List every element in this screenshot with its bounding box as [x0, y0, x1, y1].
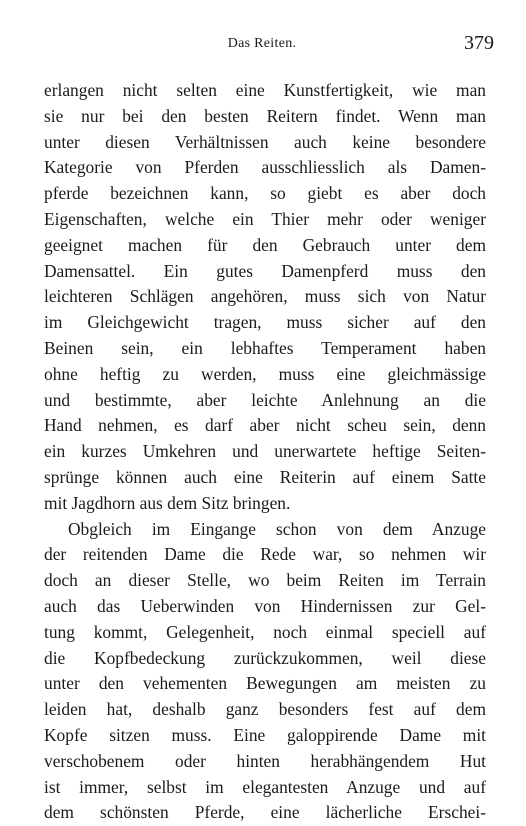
text-line-paragraph-start: Obgleich im Eingange schon von dem Anzuge [68, 518, 486, 539]
text-line: der reitenden Dame die Rede war, so nehmen wir [44, 544, 486, 565]
page-number: 379 [464, 32, 494, 54]
text-line: pferde bezeichnen kann, so giebt es aber doch [44, 183, 486, 204]
running-head [30, 34, 494, 58]
text-line: sie nur bei den besten Reitern findet. Wenn man [44, 105, 486, 126]
text-line: leichteren Schlägen angehören, muss sich von Natur [44, 286, 486, 307]
text-line: Kategorie von Pferden ausschliesslich als Damen- [44, 157, 486, 178]
text-line: Damensattel. Ein gutes Damenpferd muss den [44, 260, 486, 281]
text-line: im Gleichgewicht tragen, muss sicher auf den [44, 312, 486, 333]
body-text [44, 78, 486, 826]
text-line: verschobenem oder hinten herabhängendem Hut [44, 750, 486, 771]
text-line: dem schönsten Pferde, eine lächerliche Erschei- [44, 802, 486, 823]
text-line: ein kurzes Umkehren und unerwartete heftige Seiten- [44, 441, 486, 462]
text-line: Eigenschaften, welche ein Thier mehr oder weniger [44, 208, 486, 229]
text-line: leiden hat, deshalb ganz besonders fest auf dem [44, 699, 486, 720]
text-line: Beinen sein, ein lebhaftes Temperament haben [44, 337, 486, 358]
text-line: erlangen nicht selten eine Kunstfertigkeit, wie man [44, 80, 486, 100]
text-line: geeignet machen für den Gebrauch unter dem [44, 234, 486, 255]
text-line-paragraph-end: mit Jagdhorn aus dem Sitz bringen. [44, 492, 291, 513]
text-line: Kopfe sitzen muss. Eine galoppirende Dame mit [44, 724, 486, 745]
text-line: unter diesen Verhältnissen auch keine besondere [44, 131, 486, 152]
running-title: Das Reiten. [227, 36, 297, 51]
text-line: Hand nehmen, es darf aber nicht scheu sein, denn [44, 415, 486, 436]
text-line: auch das Ueberwinden von Hindernissen zur Gel- [44, 595, 486, 616]
text-line: ist immer, selbst im elegantesten Anzuge und auf [44, 776, 486, 797]
text-line: unter den vehementen Bewegungen am meisten zu [44, 673, 486, 694]
text-line: die Kopfbedeckung zurückzukommen, weil diese [44, 647, 486, 668]
text-line: und bestimmte, aber leichte Anlehnung an die [44, 389, 486, 410]
text-line: ohne heftig zu werden, muss eine gleichmässige [44, 363, 486, 384]
text-line: sprünge können auch eine Reiterin auf einem Satte [44, 466, 486, 487]
text-line: tung kommt, Gelegenheit, noch einmal speciell auf [44, 621, 486, 642]
text-line: doch an dieser Stelle, wo beim Reiten im Terrain [44, 570, 486, 591]
